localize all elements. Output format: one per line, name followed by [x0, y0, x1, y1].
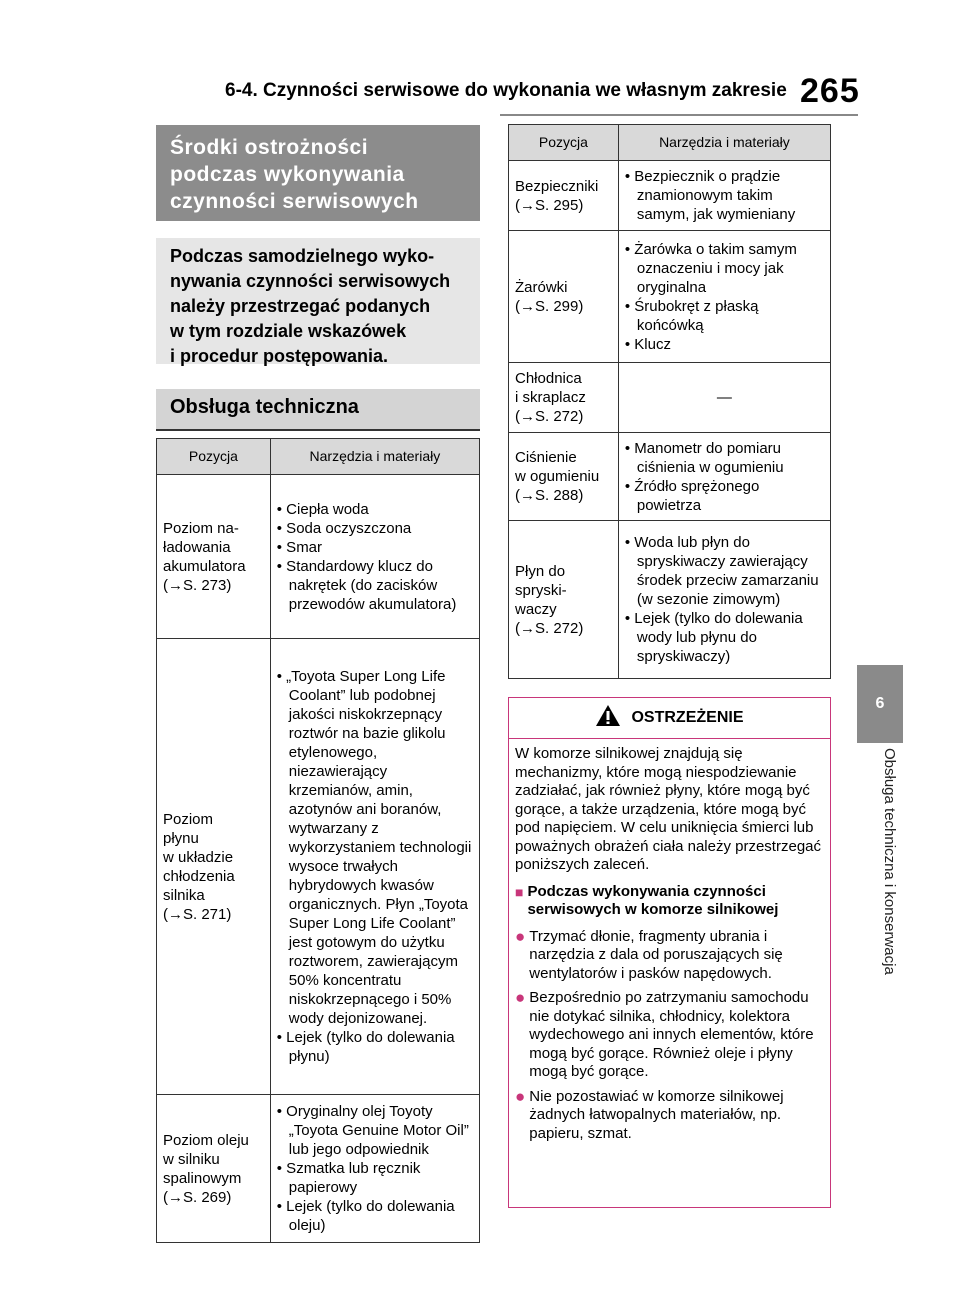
warning-bullet [515, 1088, 822, 1144]
tools-cell [270, 475, 479, 639]
page-number: 265 [800, 72, 860, 110]
tool-item: • Żarówka o takim samym oznaczeniu i mocy jak oryginalna [624, 240, 797, 296]
intro-line: i procedur postępowania. [170, 346, 389, 366]
item-cell [157, 639, 271, 1095]
warning-header [509, 698, 830, 739]
item-line: Poziom na- [163, 519, 239, 537]
table-header-row [509, 125, 831, 161]
tool-item: • „Toyota Super Long Life Coolant” lub podobnej jakości niskokrzepnący roztwór na bazie glikolu etylenowego, niezawierający krzemianów, amin, azotynów ani boranów, wytwarzany z wykorzystaniem technologii wysoce trwałych hybrydowych kwasów organicznych. Płyn „Toyota Super Long Life Coolant” jest gotowym do użytku roztworem, zawierającym 50% koncentratu niskokrzepnącego i 50% wody dejonizowanej. [276, 668, 472, 1027]
item-line: akumulatora [163, 557, 246, 575]
tools-cell [270, 639, 479, 1095]
item-cell [157, 475, 271, 639]
item-line: Poziom [163, 810, 214, 828]
tool-item: • Ciepła woda [276, 500, 369, 518]
intro-box [156, 238, 480, 364]
circle-bullet-icon: ● [515, 926, 526, 946]
item-line: spryski- [515, 581, 567, 599]
table-row [509, 231, 831, 363]
table-row [509, 521, 831, 679]
tool-item: • Soda oczyszczona [276, 519, 412, 537]
column-header: Narzędzia i materiały [618, 125, 830, 161]
item-line: ładowania [163, 538, 231, 556]
section-heading [156, 125, 480, 221]
column-header: Narzędzia i materiały [270, 439, 479, 475]
intro-line: nywania czynności serwisowych [170, 271, 451, 291]
table-row [157, 475, 480, 639]
warning-bullet-text: Bezpośrednio po zatrzymaniu samochodu nie dotykać silnika, chłodnicy, kolektora wydechowego ani innych elementów, które mogą być gorące. Również oleje i płyny mogą być gorące. [529, 989, 814, 1080]
item-cell [509, 161, 619, 231]
section-heading-line: czynności serwisowych [170, 190, 419, 213]
chapter-title: Obsługa techniczna i konserwacja [881, 748, 898, 975]
item-line: Chłodnica [515, 370, 582, 387]
item-line: Bezpieczniki [515, 177, 599, 195]
item-line: Płyn do [515, 562, 566, 580]
item-line: Ciśnienie [515, 449, 577, 466]
item-cell [509, 231, 619, 363]
tool-item: • Źródło sprężonego powietrza [624, 477, 760, 514]
item-line: silnika [163, 886, 205, 904]
tools-cell [618, 161, 830, 231]
tool-item: • Oryginalny olej Toyoty „Toyota Genuine Motor Oil” lub jego odpowiednik [276, 1103, 469, 1158]
item-line: (→S. 269) [163, 1188, 232, 1206]
item-line: i skraplacz [515, 389, 586, 406]
tool-item: • Smar [276, 538, 323, 556]
table-row [157, 639, 480, 1095]
tool-item: • Manometr do pomiaru ciśnienia w ogumieniu [624, 439, 784, 476]
warning-bullet-text: Nie pozostawiać w komorze silnikowej żadnych łatwopalnych materiałów, np. papieru, szmat. [529, 1087, 784, 1142]
tools-cell: — [618, 363, 830, 433]
item-line: Żarówki [515, 278, 568, 296]
subheading [156, 389, 480, 429]
tool-item: • Lejek (tylko do dolewania wody lub płynu do spryskiwaczy) [624, 610, 803, 665]
tool-item: • Bezpiecznik o prądzie znamionowym takim samym, jak wymieniany [624, 168, 796, 223]
warning-subheading-text: Podczas wykonywania czynności serwisowych w komorze silnikowej [527, 882, 779, 918]
item-line: (→S. 295) [515, 196, 584, 214]
intro-line: w tym rozdziale wskazówek [170, 321, 407, 341]
warning-intro: W komorze silnikowej znajdują się mechanizmy, które mogą niespodziewanie zadziałać, jak również płyny, które mogą być gorące, a także urządzenia, które mogą być pod napięciem. W celu uniknięcia śmierci lub poważnych obrażeń ciała należy przestrzegać poniższych zaleceń. [515, 745, 821, 873]
table-row [509, 161, 831, 231]
intro-line: należy przestrzegać podanych [170, 296, 431, 316]
warning-title: OSTRZEŻENIE [631, 709, 744, 726]
item-cell [509, 521, 619, 679]
item-cell [509, 363, 619, 433]
warning-box [508, 697, 831, 1208]
square-bullet-icon: ■ [515, 883, 524, 900]
warning-subheading [515, 883, 822, 920]
item-line: (→S. 288) [515, 487, 584, 504]
warning-bullet [515, 989, 822, 1082]
column-header: Pozycja [509, 125, 619, 161]
warning-bullet-text: Trzymać dłonie, fragmenty ubrania i narzędzia z dala od poruszających się wentylatorów i pasków napędowych. [529, 927, 783, 982]
item-line: (→S. 273) [163, 576, 232, 594]
item-cell [509, 433, 619, 521]
item-line: (→S. 299) [515, 297, 584, 315]
table-row [157, 1095, 480, 1243]
item-line: (→S. 272) [515, 619, 584, 637]
item-line: chłodzenia [163, 867, 235, 885]
table-row [509, 433, 831, 521]
item-line: spalinowym [163, 1169, 242, 1187]
header-divider [500, 114, 858, 116]
item-line: waczy [515, 600, 557, 618]
subheading-text: Obsługa techniczna [170, 396, 359, 418]
section-heading-line: Środki ostrożności [170, 136, 369, 159]
tool-item: • Lejek (tylko do dolewania płynu) [276, 1029, 455, 1065]
item-line: w silniku [163, 1150, 220, 1168]
item-line: płynu [163, 829, 199, 847]
column-header: Pozycja [157, 439, 271, 475]
chapter-number: 6 [875, 695, 885, 712]
item-line: w ogumieniu [515, 468, 600, 485]
intro-line: Podczas samodzielnego wyko- [170, 246, 435, 266]
item-line: w układzie [163, 848, 234, 866]
tool-item: • Szmatka lub ręcznik papierowy [276, 1160, 421, 1196]
section-heading-line: podczas wykonywania [170, 163, 405, 186]
item-cell [157, 1095, 271, 1243]
chapter-tab [857, 665, 903, 743]
tools-cell [618, 433, 830, 521]
header-title: 6-4. Czynności serwisowe do wykonania we własnym zakresie [225, 80, 787, 101]
subheading-rule [156, 429, 480, 431]
tool-item: • Śrubokręt z płaską końcówką [624, 297, 759, 334]
tools-cell [270, 1095, 479, 1243]
tools-table-right [508, 124, 831, 679]
tool-item: • Woda lub płyn do spryskiwaczy zawierający środek przeciw zamarzaniu (w sezonie zimowym) [624, 534, 819, 608]
circle-bullet-icon: ● [515, 988, 526, 1007]
tool-item: • Standardowy klucz do nakrętek (do zacisków przewodów akumulatora) [276, 557, 457, 613]
warning-bullet [515, 928, 822, 984]
tool-item: • Klucz [624, 335, 671, 353]
tools-cell [618, 231, 830, 363]
warning-triangle-icon [595, 704, 621, 732]
circle-bullet-icon: ● [515, 1086, 526, 1106]
tool-item: • Lejek (tylko do dolewania oleju) [276, 1198, 455, 1234]
item-line: Poziom oleju [163, 1131, 249, 1149]
tools-table-left [156, 438, 480, 1243]
table-row [509, 363, 831, 433]
tools-cell [618, 521, 830, 679]
table-header-row [157, 439, 480, 475]
item-line: (→S. 271) [163, 905, 232, 923]
item-line: (→S. 272) [515, 408, 584, 425]
